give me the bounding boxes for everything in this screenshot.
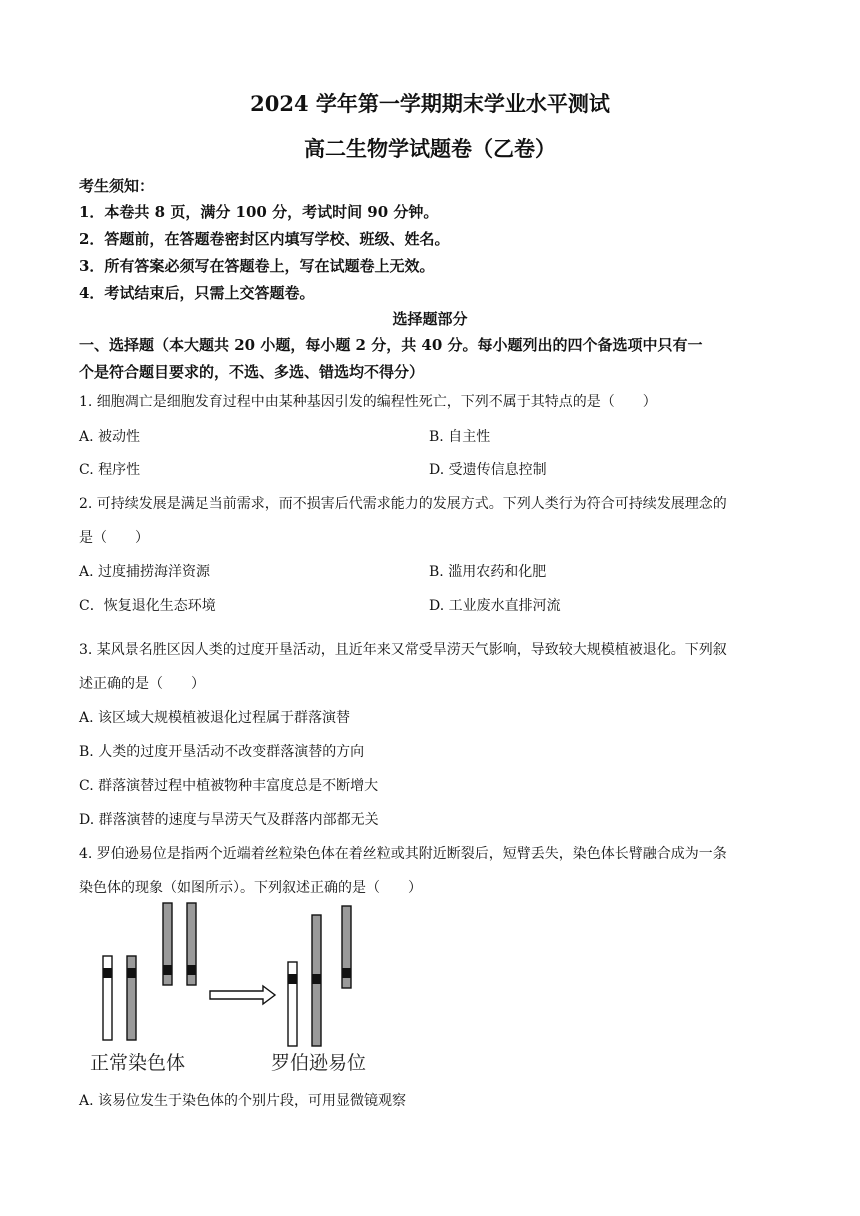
- notice-item: 1．本卷共 8 页，满分 100 分，考试时间 90 分钟。: [79, 203, 439, 221]
- exam-title: 2024 学年第一学期期末学业水平测试: [250, 91, 610, 116]
- option-b: B. 人类的过度开垦活动不改变群落演替的方向: [79, 744, 365, 760]
- remaining-chromosome: [342, 906, 351, 988]
- arrow-icon: [210, 986, 275, 1004]
- question-stem: 2. 可持续发展是满足当前需求，而不损害后代需求能力的发展方式。下列人类行为符合可持续发展理念的: [79, 496, 727, 512]
- normal-chromosome-tall: [163, 903, 172, 985]
- option-b: B. 滥用农药和化肥: [429, 564, 547, 580]
- section-heading-line1: 一、选择题（本大题共 20 小题，每小题 2 分，共 40 分。每小题列出的四个备选项中只有一: [79, 336, 703, 354]
- notice-heading: 考生须知：: [79, 177, 155, 195]
- fused-chromosome: [312, 915, 321, 1046]
- exam-subtitle: 高二生物学试题卷（乙卷）: [304, 136, 556, 161]
- option-c: C．恢复退化生态环境: [79, 598, 216, 614]
- option-d: D. 群落演替的速度与旱涝天气及群落内部都无关: [79, 812, 379, 828]
- normal-chromosome-tall: [187, 903, 196, 985]
- label-normal: 正常染色体: [90, 1052, 186, 1074]
- option-a: A. 该区域大规模植被退化过程属于群落演替: [79, 710, 351, 726]
- section-heading-line2: 个是符合题目要求的，不选、多选、错选均不得分）: [79, 363, 425, 381]
- notice-item: 3．所有答案必须写在答题卷上，写在试题卷上无效。: [79, 257, 435, 275]
- small-chromosome: [288, 962, 297, 1046]
- option-c: C. 程序性: [79, 462, 141, 478]
- normal-chromosome-gray: [127, 956, 136, 1040]
- option-a: A. 被动性: [79, 429, 141, 445]
- option-c: C. 群落演替过程中植被物种丰富度总是不断增大: [79, 778, 379, 794]
- option-d: D. 工业废水直排河流: [429, 598, 561, 614]
- notice-item: 4．考试结束后，只需上交答题卷。: [79, 284, 315, 302]
- question-stem: 染色体的现象（如图所示）。下列叙述正确的是（ ）: [79, 880, 422, 896]
- question-stem: 1. 细胞凋亡是细胞发育过程中由某种基因引发的编程性死亡，下列不属于其特点的是（ ）: [79, 394, 657, 410]
- notice-item: 2．答题前，在答题卷密封区内填写学校、班级、姓名。: [79, 230, 450, 248]
- question-stem: 4. 罗伯逊易位是指两个近端着丝粒染色体在着丝粒或其附近断裂后，短臂丢失，染色体长臂融合成为一条: [79, 846, 727, 862]
- label-translocation: 罗伯逊易位: [271, 1052, 367, 1074]
- option-d: D. 受遗传信息控制: [429, 462, 547, 478]
- question-stem: 3. 某风景名胜区因人类的过度开垦活动，且近年来又常受旱涝天气影响，导致较大规模植被退化。下列叙: [79, 642, 727, 658]
- option-a: A. 该易位发生于染色体的个别片段，可用显微镜观察: [79, 1093, 407, 1109]
- normal-chromosome-white: [103, 956, 112, 1040]
- question-stem: 是（ ）: [79, 530, 149, 546]
- part-title: 选择题部分: [392, 310, 468, 328]
- chromosome-figure: [85, 898, 385, 1078]
- option-b: B. 自主性: [429, 429, 491, 445]
- option-a: A. 过度捕捞海洋资源: [79, 564, 211, 580]
- question-stem: 述正确的是（ ）: [79, 676, 205, 692]
